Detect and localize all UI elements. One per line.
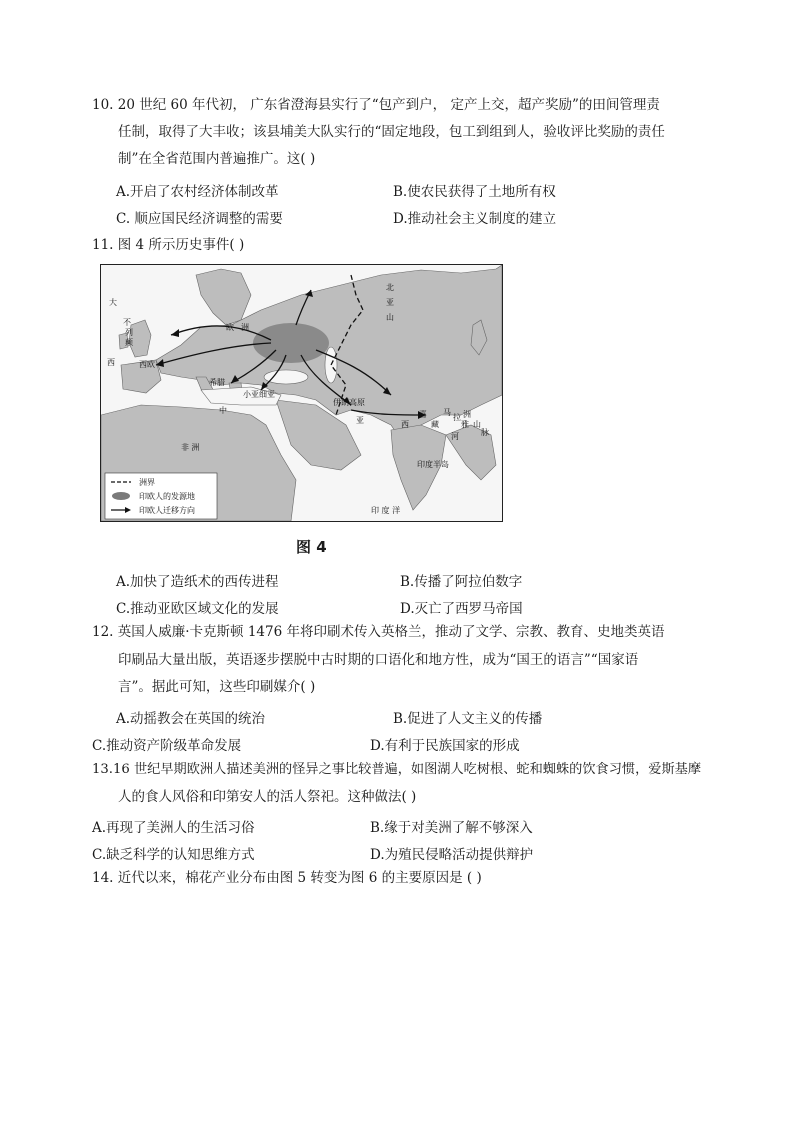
q13-option-b: B.缘于对美洲了解不够深入 bbox=[370, 820, 533, 836]
map-label-zhou: 洲 bbox=[241, 323, 249, 332]
map-label-xi-tibet: 西 bbox=[401, 420, 409, 429]
map-label-ximalaya-1: 喜 bbox=[419, 410, 427, 419]
q11-option-d: D.灭亡了西罗马帝国 bbox=[400, 601, 523, 617]
map-label-zang: 藏 bbox=[431, 420, 439, 429]
map-label-xi: 西 bbox=[107, 358, 115, 367]
q10-option-b: B.使农民获得了土地所有权 bbox=[393, 184, 556, 200]
figure-4-caption: 图 4 bbox=[296, 538, 327, 556]
q12-option-b: B.促进了人文主义的传播 bbox=[393, 711, 543, 727]
q13-stem-line2: 人的食人风俗和印第安人的活人祭祀。这种做法( ) bbox=[118, 789, 417, 805]
figure-4-map bbox=[100, 264, 503, 522]
q11-option-c: C.推动亚欧区域文化的发展 bbox=[116, 601, 279, 617]
q12-stem-line3: 言”。据此可知，这些印刷媒介( ) bbox=[118, 679, 316, 695]
map-label-ximalaya-4: 雅 bbox=[461, 420, 469, 429]
map-label-ou: 欧 bbox=[226, 323, 234, 332]
map-label-zhong: 中 bbox=[219, 406, 227, 415]
map-label-xiou: 西欧 bbox=[139, 360, 155, 369]
q13-option-a: A.再现了美洲人的生活习俗 bbox=[92, 820, 255, 836]
q10-option-a: A.开启了农村经济体制改革 bbox=[116, 184, 279, 200]
map-label-feizhou: 非 洲 bbox=[181, 443, 200, 452]
map-label-bei: 北 bbox=[386, 283, 394, 292]
map-label-da: 大 bbox=[109, 298, 117, 307]
map-legend bbox=[105, 473, 217, 519]
map-label-zhou2: 洲 bbox=[463, 410, 471, 419]
legend-migration-label: 印欧人迁移方向 bbox=[139, 506, 195, 515]
legend-origin-label: 印欧人的发源地 bbox=[139, 492, 195, 501]
map-label-yinduyang: 印 度 洋 bbox=[371, 506, 401, 515]
map-label-yilangao: 伊朗高原 bbox=[333, 398, 365, 407]
map-label-han: 河 bbox=[451, 432, 459, 441]
map-label-xiaoyaxiya: 小亚细亚 bbox=[243, 390, 275, 399]
map-label-ya2: 亚 bbox=[386, 298, 394, 307]
q12-option-d: D.有利于民族国家的形成 bbox=[370, 738, 520, 754]
map-label-mai: 脉 bbox=[481, 428, 489, 437]
map-label-buliedian-3: 颠 bbox=[125, 338, 133, 347]
map-label-buliedian-1: 不 bbox=[123, 318, 131, 327]
q13-option-c: C.缺乏科学的认知思维方式 bbox=[92, 847, 255, 863]
map-label-xila: 希腊 bbox=[209, 378, 225, 387]
map-label-ya: 亚 bbox=[356, 416, 364, 425]
map-label-ximalaya-2: 马 bbox=[443, 408, 451, 417]
q12-option-c: C.推动资产阶级革命发展 bbox=[92, 738, 242, 754]
q13-option-d: D.为殖民侵略活动提供辩护 bbox=[370, 847, 534, 863]
q12-stem-line2: 印刷品大量出版，英语逐步摆脱中古时期的口语化和地方性，成为“国王的语言”“国家语 bbox=[118, 652, 639, 668]
q11-stem: 11. 图 4 所示历史事件( ) bbox=[92, 237, 245, 253]
map-label-ximalaya-3: 拉 bbox=[453, 413, 461, 422]
q10-option-c: C. 顺应国民经济调整的需要 bbox=[116, 211, 283, 227]
q11-option-a: A.加快了造纸术的西传进程 bbox=[116, 574, 279, 590]
legend-border-label: 洲界 bbox=[139, 478, 155, 487]
q10-stem-line2: 任制，取得了大丰收；该县埔美大队实行的“固定地段，包工到组到人，验收评比奖励的责任 bbox=[118, 124, 665, 140]
map-label-yindubandao: 印度半岛 bbox=[417, 460, 449, 469]
map-label-buliedian-2: 列 bbox=[125, 328, 133, 337]
q12-stem-line1: 12. 英国人威廉·卡克斯顿 1476 年将印刷术传入英格兰，推动了文学、宗教、教育、史地类英语 bbox=[92, 624, 665, 640]
q10-option-d: D.推动社会主义制度的建立 bbox=[393, 211, 557, 227]
q10-stem-line1: 10. 20 世纪 60 年代初， 广东省澄海县实行了“包产到户， 定产上交，超产奖励”的田间管理责 bbox=[92, 97, 660, 113]
q11-option-b: B.传播了阿拉伯数字 bbox=[400, 574, 523, 590]
q10-stem-line3: 制”在全省范围内普遍推广。这( ) bbox=[118, 151, 316, 167]
map-label-shan: 山 bbox=[386, 313, 394, 322]
q13-stem-line1: 13.16 世纪早期欧洲人描述美洲的怪异之事比较普遍，如图湖人吃树根、蛇和蜘蛛的饮食习惯，爱斯基摩 bbox=[92, 762, 702, 777]
map-label-ximalaya-5: 山 bbox=[473, 420, 481, 429]
q14-stem: 14. 近代以来，棉花产业分布由图 5 转变为图 6 的主要原因是 ( ) bbox=[92, 870, 482, 886]
q12-option-a: A.动摇教会在英国的统治 bbox=[116, 711, 266, 727]
